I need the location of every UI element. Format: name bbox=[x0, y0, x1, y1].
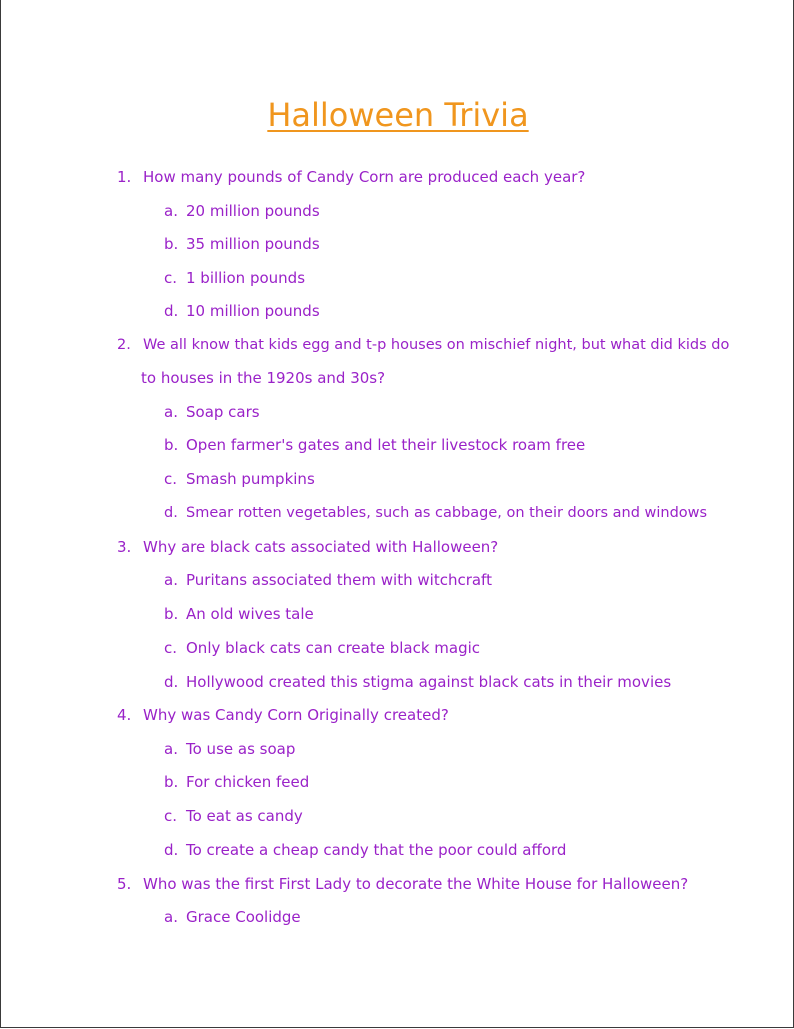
option-letter: a. bbox=[164, 202, 178, 220]
question-number: 5. bbox=[117, 875, 132, 893]
question-text: Why are black cats associated with Halloween? bbox=[143, 538, 499, 556]
option-text: Smash pumpkins bbox=[186, 470, 315, 488]
option-letter: d. bbox=[164, 841, 179, 859]
option-2d bbox=[164, 503, 707, 523]
question-1 bbox=[117, 167, 585, 187]
option-letter: b. bbox=[164, 436, 179, 454]
option-text: Open farmer's gates and let their livestock roam free bbox=[186, 436, 586, 454]
option-text: To create a cheap candy that the poor could afford bbox=[186, 841, 567, 859]
option-text: 1 billion pounds bbox=[186, 269, 306, 287]
question-text: We all know that kids egg and t-p houses on mischief night, but what did kids do bbox=[143, 337, 730, 353]
option-4d bbox=[164, 840, 566, 860]
option-letter: a. bbox=[164, 740, 178, 758]
option-text: To eat as candy bbox=[186, 807, 303, 825]
question-text: Why was Candy Corn Originally created? bbox=[143, 706, 449, 724]
question-text-continued: to houses in the 1920s and 30s? bbox=[141, 369, 386, 387]
option-2c bbox=[164, 469, 315, 489]
question-2-continuation bbox=[141, 368, 385, 388]
option-3a bbox=[164, 570, 492, 590]
option-letter: b. bbox=[164, 235, 179, 253]
option-4b bbox=[164, 772, 309, 792]
option-text: An old wives tale bbox=[186, 605, 314, 623]
option-3d bbox=[164, 672, 671, 692]
option-2b bbox=[164, 435, 585, 455]
option-letter: c. bbox=[164, 269, 178, 287]
question-5 bbox=[117, 874, 688, 894]
option-4c bbox=[164, 806, 303, 826]
option-letter: a. bbox=[164, 403, 178, 421]
option-1a bbox=[164, 201, 320, 221]
option-4a bbox=[164, 739, 295, 759]
option-1b bbox=[164, 234, 320, 254]
option-text: Grace Coolidge bbox=[186, 908, 301, 926]
option-letter: d. bbox=[164, 673, 179, 691]
question-text: How many pounds of Candy Corn are produced each year? bbox=[143, 168, 586, 186]
option-letter: a. bbox=[164, 571, 178, 589]
option-letter: b. bbox=[164, 605, 179, 623]
option-1c bbox=[164, 268, 305, 288]
option-text: Only black cats can create black magic bbox=[186, 639, 481, 657]
option-text: For chicken feed bbox=[186, 773, 310, 791]
option-letter: a. bbox=[164, 908, 178, 926]
option-text: Smear rotten vegetables, such as cabbage, on their doors and windows bbox=[186, 505, 708, 521]
question-2 bbox=[117, 335, 729, 355]
option-text: Soap cars bbox=[186, 403, 260, 421]
option-text: To use as soap bbox=[186, 740, 296, 758]
option-text: Hollywood created this stigma against black cats in their movies bbox=[186, 673, 672, 691]
question-3 bbox=[117, 537, 498, 557]
option-2a bbox=[164, 402, 260, 422]
question-text: Who was the first First Lady to decorate the White House for Halloween? bbox=[143, 875, 689, 893]
question-4 bbox=[117, 705, 449, 725]
option-text: Puritans associated them with witchcraft bbox=[186, 571, 492, 589]
option-letter: c. bbox=[164, 807, 178, 825]
option-5a bbox=[164, 907, 301, 927]
option-1d bbox=[164, 301, 320, 321]
option-letter: c. bbox=[164, 639, 178, 657]
question-number: 2. bbox=[117, 337, 131, 353]
question-number: 1. bbox=[117, 168, 132, 186]
option-letter: c. bbox=[164, 470, 178, 488]
page-title: Halloween Trivia bbox=[267, 96, 529, 134]
option-3b bbox=[164, 604, 314, 624]
option-text: 35 million pounds bbox=[186, 235, 320, 253]
question-number: 4. bbox=[117, 706, 132, 724]
option-3c bbox=[164, 638, 480, 658]
question-number: 3. bbox=[117, 538, 132, 556]
option-text: 20 million pounds bbox=[186, 202, 320, 220]
option-letter: b. bbox=[164, 773, 179, 791]
option-letter: d. bbox=[164, 505, 178, 521]
option-text: 10 million pounds bbox=[186, 302, 320, 320]
option-letter: d. bbox=[164, 302, 179, 320]
